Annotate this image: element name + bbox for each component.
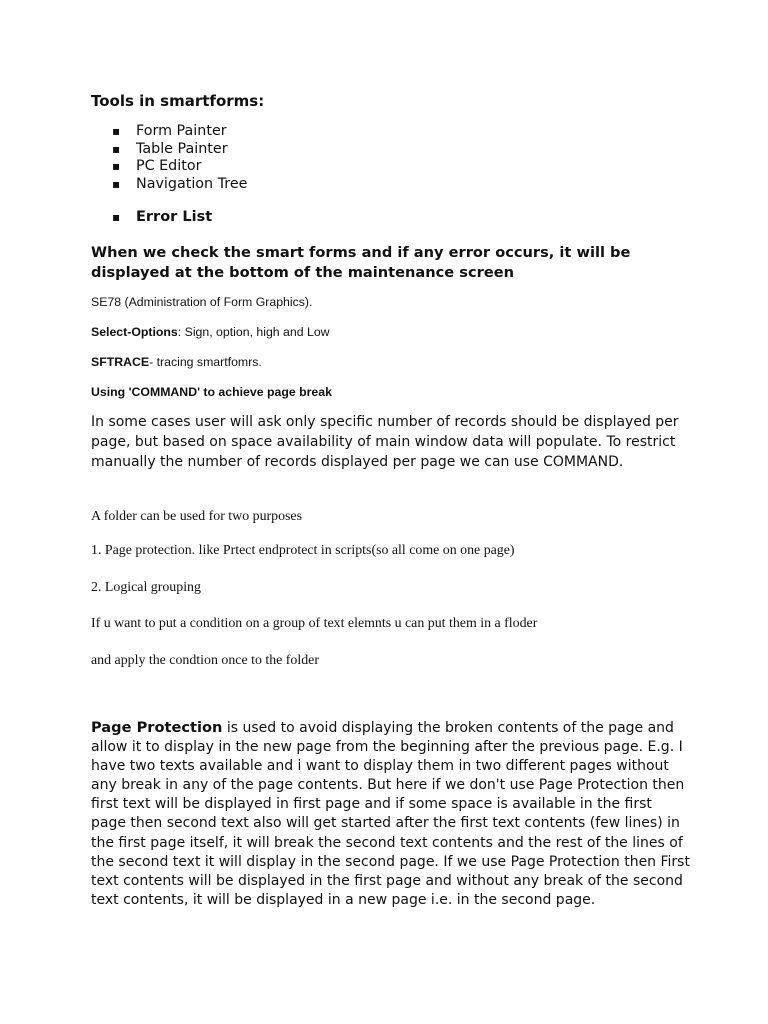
folder-condition-1: If u want to put a condition on a group of text elemnts u can put them in a floder [91, 616, 538, 631]
sftrace-line [91, 355, 262, 369]
tools-list [91, 123, 247, 194]
list-item: ▪ Table Painter [91, 141, 247, 159]
select-options-label: Select-Options [91, 325, 178, 339]
page-protection-text: is used to avoid displaying the broken contents of the page and allow it to display in the new page from the beginning after the previous page. E.g. I have two texts available and i want to display them in two different pages without any break in any of the page contents. But here if we don't use Page Protection then first text will be displayed in first page and if some space is available in the first page then second text also will get started after the first text contents (few lines) in the first page itself, it will break the second text contents and the rest of the lines of the second text it will display in the second page. If we use Page Protection then First text contents will be displayed in the first page and without any break of the second text contents, it will be displayed in a new page i.e. in the second page. [91, 720, 690, 908]
error-description: When we check the smart forms and if any error occurs, it will be displayed at the bottom of the maintenance screen [91, 244, 631, 281]
se78-line: SE78 (Administration of Form Graphics). [91, 295, 313, 309]
error-list-item: ▪ Error List [91, 209, 212, 225]
select-options-line [91, 325, 330, 339]
select-options-text: : Sign, option, high and Low [177, 325, 330, 339]
list-item: ▪ Form Painter [91, 123, 247, 141]
sftrace-label: SFTRACE [91, 355, 150, 369]
command-heading: Using 'COMMAND' to achieve page break [91, 385, 332, 399]
folder-condition-2: and apply the condtion once to the folder [91, 653, 319, 668]
list-item: ▪ Navigation Tree [91, 176, 247, 194]
sftrace-text: - tracing smartfomrs. [149, 355, 262, 369]
folder-purpose-2: 2. Logical grouping [91, 580, 201, 595]
page-heading: Tools in smartforms: [91, 92, 265, 110]
page-protection-label: Page Protection [91, 719, 223, 736]
command-paragraph: In some cases user will ask only specific number of records should be displayed per page, but based on space availability of main window data will populate. To restrict manually the number of records displayed per page we can use COMMAND. [91, 414, 679, 470]
list-item: ▪ PC Editor [91, 158, 247, 176]
folder-intro: A folder can be used for two purposes [91, 509, 303, 524]
page-protection-paragraph [91, 718, 691, 910]
folder-purpose-1: 1. Page protection. like Prtect endprotect in scripts(so all come on one page) [91, 543, 515, 558]
